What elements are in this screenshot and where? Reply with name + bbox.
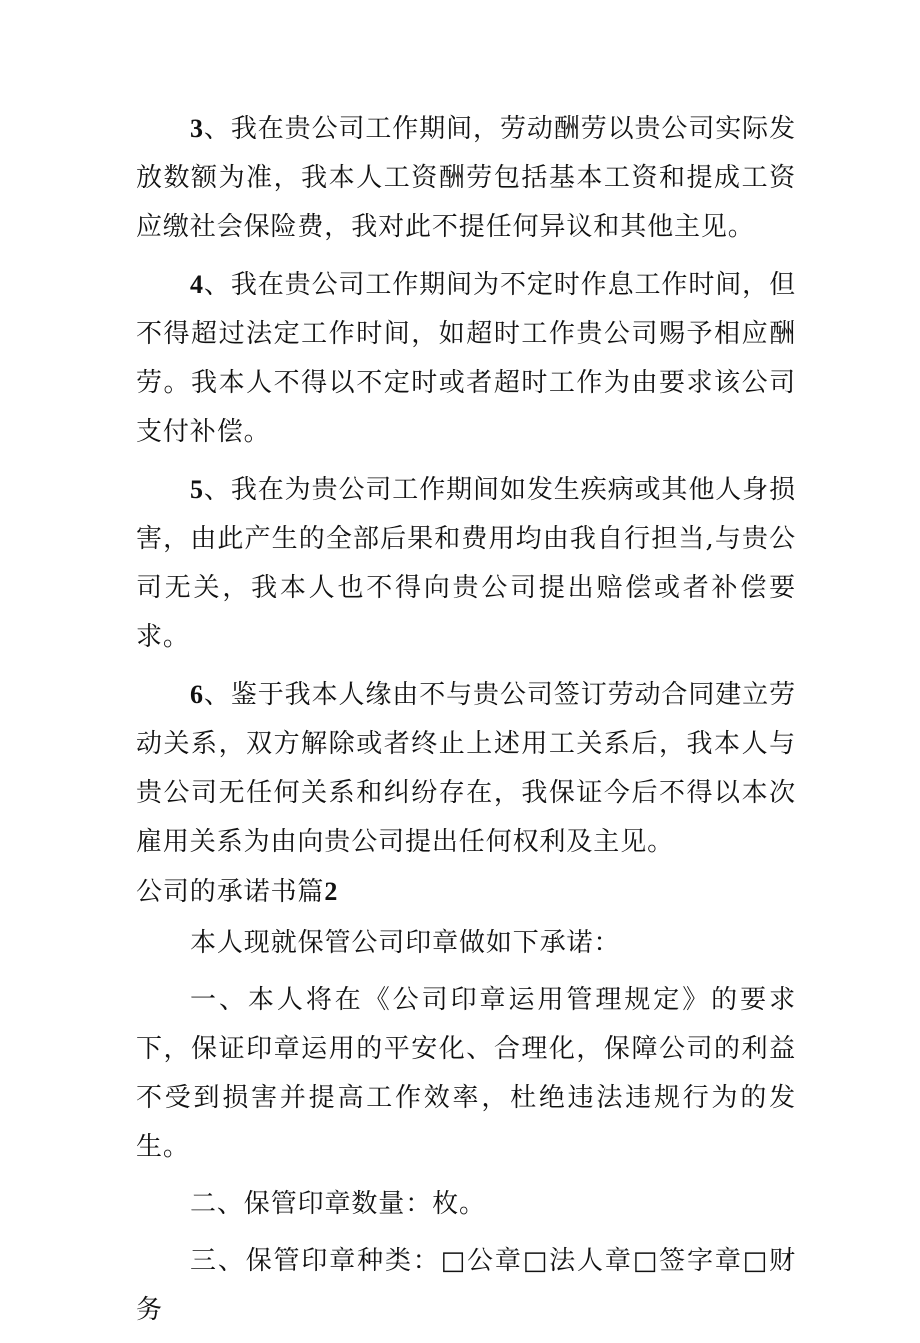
section-clause-3: 三、保管印章种类：□公章□法人章□签字章□财务 — [136, 1246, 796, 1325]
clause-number: 4 — [190, 270, 204, 299]
clause-text: 、我在为贵公司工作期间如发生疾病或其他人身损害，由此产生的全部后果和费用均由我自行担当,与贵公司无关，我本人也不得向贵公司提出赔偿或者补偿要求。 — [136, 475, 796, 652]
section-intro: 本人现就保管公司印章做如下承诺： — [190, 928, 621, 958]
document-page — [136, 104, 796, 1343]
clause-6 — [136, 670, 796, 867]
clause-4 — [136, 260, 796, 457]
section-heading-number: 2 — [324, 877, 339, 906]
section-clause-1: 一、本人将在《公司印章运用管理规定》的要求下，保证印章运用的平安化、合理化，保障公司的利益不受到损害并提高工作效率，杜绝违法违规行为的发生。 — [136, 985, 796, 1162]
section-clause-2: 二、保管印章数量：枚。 — [190, 1189, 486, 1219]
section-heading — [136, 867, 796, 917]
section-heading-text: 公司的承诺书篇 — [136, 877, 325, 907]
clause-number: 5 — [190, 475, 204, 504]
clause-number: 3 — [190, 114, 204, 143]
clause-text: 、鉴于我本人缘由不与贵公司签订劳动合同建立劳动关系，双方解除或者终止上述用工关系后，我本人与贵公司无任何关系和纠纷存在，我保证今后不得以本次雇用关系为由向贵公司提出任何权利及主见。 — [136, 680, 796, 857]
clause-text: 、我在贵公司工作期间，劳动酬劳以贵公司实际发放数额为准，我本人工资酬劳包括基本工资和提成工资应缴社会保险费，我对此不提任何异议和其他主见。 — [136, 114, 796, 242]
clause-3 — [136, 104, 796, 252]
clause-number: 6 — [190, 680, 204, 709]
clause-5 — [136, 465, 796, 662]
clause-text: 、我在贵公司工作期间为不定时作息工作时间，但不得超过法定工作时间，如超时工作贵公司赐予相应酬劳。我本人不得以不定时或者超时工作为由要求该公司支付补偿。 — [136, 270, 796, 447]
